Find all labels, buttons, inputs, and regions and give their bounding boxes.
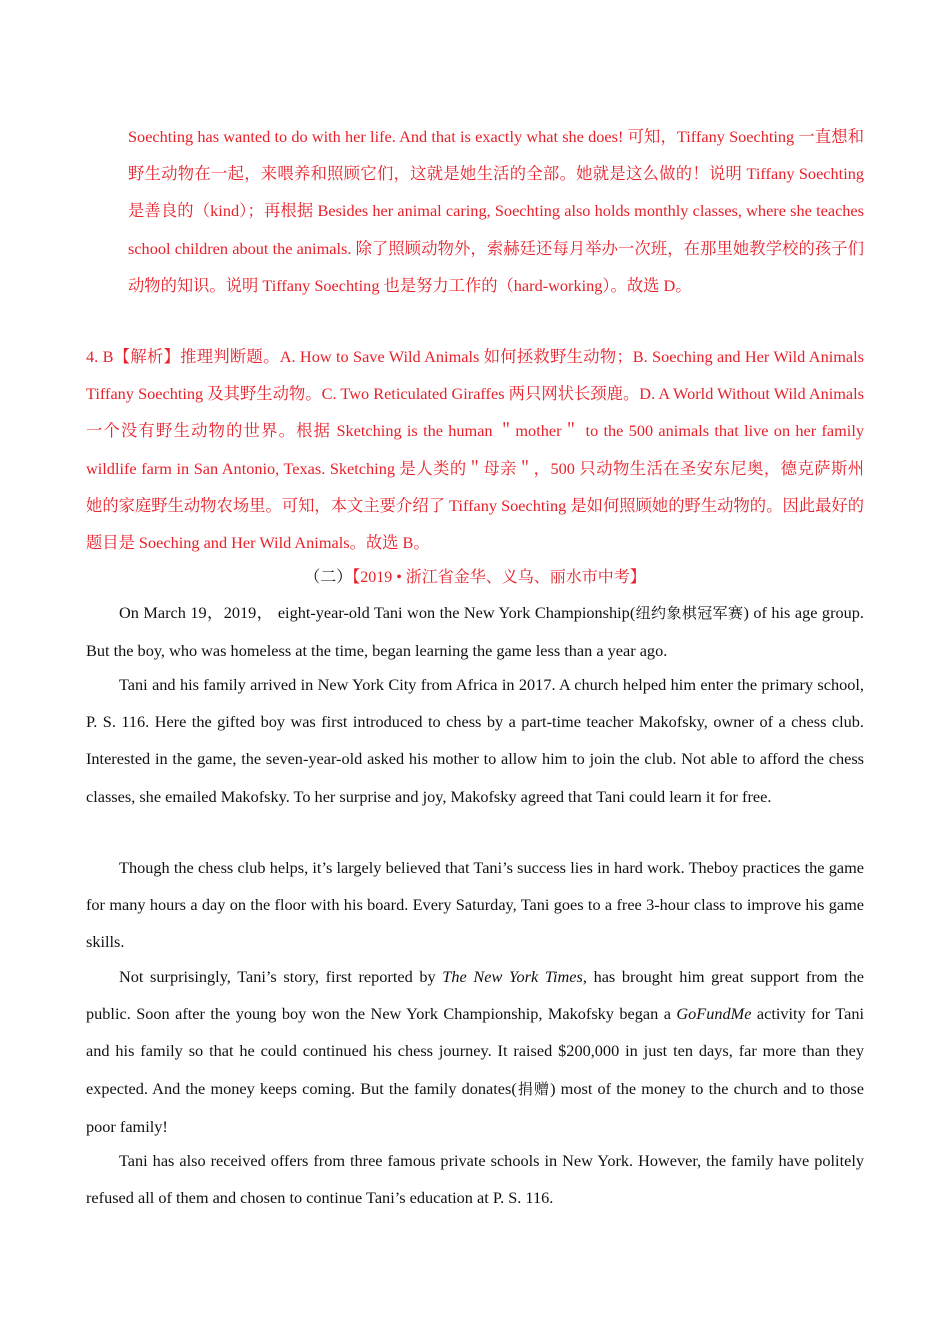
passage-p1-text-a: On March 19，2019， eight-year-old Tani won the New York Championship(	[119, 603, 636, 622]
passage-p4-gloss: 捐赠	[516, 1079, 551, 1098]
answer-4-explanation	[86, 338, 864, 561]
passage-paragraph-3: Though the chess club helps, it’s largely believed that Tani’s success lies in hard work. Theboy practices the game for many hours a day on the floor with his board. Every Saturday, Tani goes to a free 3-hour class to improve his game skills.	[86, 858, 864, 952]
passage-paragraph-1	[86, 594, 864, 669]
passage-p1-text-b: ) of his age group. But the boy, who was homeless at the time, began learning the game less than a year ago.	[86, 603, 864, 661]
answer-4-lead: 4. B【解析】推理判断题。	[86, 347, 280, 366]
passage-p4-text-b: , has brought him great support from the public. Soon after the young boy won the New York Championship, Makofsky began a	[86, 967, 865, 1024]
section-number: （二）	[304, 569, 353, 586]
passage-paragraph-5: Tani has also received offers from three famous private schools in New York. However, the family have politely refused all of them and chosen to continue Tani’s education at P. S. 116.	[86, 1151, 864, 1208]
passage-p4-text-c: activity for Tani and his family so that he could continued his chess journey. It raised $200,000 in just ten days, far more than they expected. And the money keeps coming. But the family donates(	[86, 1004, 864, 1098]
passage-p4-text-d: ) most of the money to the church and to those poor family!	[86, 1078, 864, 1136]
newspaper-title: The New York Times	[442, 967, 583, 986]
passage-paragraph-4	[86, 958, 864, 1145]
answer-3-explanation-tail: Soechting has wanted to do with her life. And that is exactly what she does! 可知，Tiffany Soechting 一直想和野生动物在一起，来喂养和照顾它们，这就是她生活的全部。她就是这么做的！说明 Tiffany Soechting 是善良的（kind）；再根据 Besides her animal caring, Soechting also holds monthly classes, where she teaches school children about the animals. 除了照顾动物外，索赫廷还每月举办一次班，在那里她教学校的孩子们动物的知识。说明 Tiffany Soechting 也是努力工作的（hard-working）。故选 D。	[128, 127, 864, 295]
passage-p4-text-a: Not surprisingly, Tani’s story, first reported by	[119, 967, 443, 986]
gofundme-name: GoFundMe	[676, 1004, 752, 1024]
passage-p1-gloss: 纽约象棋冠军赛	[635, 604, 744, 622]
answer-4-text: A. How to Save Wild Animals 如何拯救野生动物；B. Soeching and Her Wild Animals Tiffany Soechting 及其野生动物。C. Two Reticulated Giraffes 两只网状长颈鹿。D. A World Without Wild Animals 一个没有野生动物的世界。根据 Sketching is the human ＂mother＂ to the 500 animals that live on her family wildlife farm in San Antonio, Texas. Sketching 是人类的＂母亲＂，500 只动物生活在圣安东尼奥，德克萨斯州她的家庭野生动物农场里。可知，本文主要介绍了 Tiffany Soechting 是如何照顾她的野生动物的。因此最好的题目是 Soeching and Her Wild Animals。故选 B。	[86, 347, 864, 553]
section-source: 【2019 • 浙江省金华、义乌、丽水市中考】	[352, 569, 646, 586]
section-heading	[0, 561, 950, 595]
passage-paragraph-2: Tani and his family arrived in New York City from Africa in 2017. A church helped him enter the primary school, P. S. 116. Here the gifted boy was first introduced to chess by a part-time teacher Makofsky, owner of a chess club. Interested in the game, the seven-year-old asked his mother to allow him to join the club. Not able to afford the chess classes, she emailed Makofsky. To her surprise and joy, Makofsky agreed that Tani could learn it for free.	[86, 675, 864, 806]
